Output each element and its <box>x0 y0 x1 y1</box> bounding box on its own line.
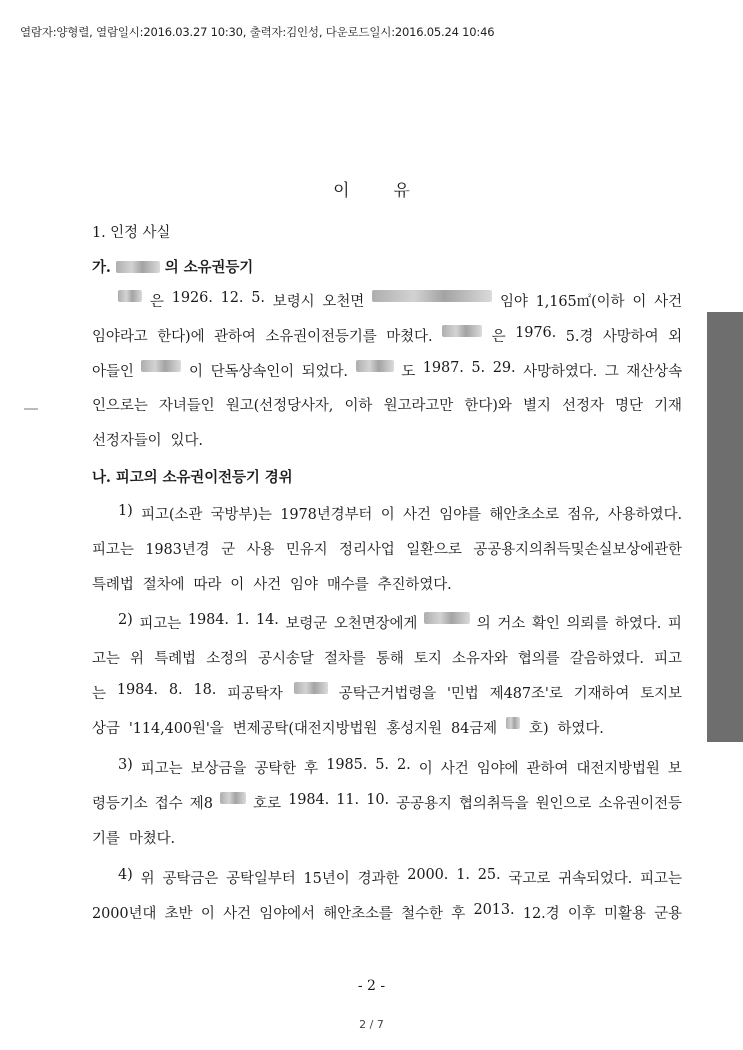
word: 이 <box>230 577 245 593</box>
word: 관하여 <box>214 329 256 345</box>
word: 84금제 <box>450 721 498 737</box>
word: 임야라고 <box>92 329 148 345</box>
word: 절차를 <box>323 651 366 667</box>
word: 이 <box>418 761 433 777</box>
word: 공탁한 <box>254 761 297 777</box>
word: 1976. <box>515 325 557 341</box>
word: '민법 <box>447 686 479 702</box>
word: 제8 <box>189 796 213 812</box>
word: 오천면장에게 <box>333 616 418 632</box>
word: 이후 <box>567 906 596 922</box>
word: 2013. <box>473 902 515 918</box>
word: 군용 <box>654 906 682 922</box>
word: 이 <box>189 364 203 380</box>
word: 피고(소관 <box>141 507 203 523</box>
word: 보령군 <box>285 616 328 632</box>
word: 추진하였다. <box>377 577 452 593</box>
paragraph-line <box>118 503 682 524</box>
paragraph-line <box>92 573 682 594</box>
redacted-text <box>506 717 520 729</box>
paragraph-line <box>118 867 682 888</box>
word: 소유권이전등 <box>598 796 682 812</box>
word: 사망하여 <box>602 329 659 345</box>
paragraph-line <box>92 902 682 923</box>
redacted-text <box>424 612 470 624</box>
redacted-text <box>220 792 246 804</box>
word: 사건 <box>253 577 282 593</box>
word: 변제공탁(대전지방법원 <box>232 721 378 737</box>
word: 2000년대 <box>92 906 157 922</box>
word: 1978년경부터 <box>280 507 373 523</box>
word: 1984. <box>187 612 229 628</box>
word: 5. <box>375 757 389 773</box>
word: 10. <box>366 792 389 808</box>
word: 위 <box>130 651 144 667</box>
word: 소유자와 <box>452 651 508 667</box>
word: 3) <box>118 757 133 773</box>
word: 원고라고만 <box>383 398 454 414</box>
word: 하였다. <box>557 721 604 737</box>
paragraph-line <box>118 612 682 633</box>
word: 오천면 <box>322 294 365 310</box>
word: 1. <box>235 612 250 628</box>
word: 한다)에 <box>157 329 205 345</box>
redacted-text <box>372 290 492 302</box>
word: 임야에 <box>476 761 519 777</box>
word: 기를 <box>92 831 120 847</box>
word: 토지 <box>413 651 442 667</box>
word: 공탁일부터 <box>226 871 296 887</box>
paragraph-line <box>92 325 682 346</box>
word: 외 <box>668 329 682 345</box>
word: 한다)와 <box>464 398 512 414</box>
document-print-header: 열람자:양형렬, 열람일시:2016.03.27 10:30, 출력자:김인성, 다운로드일시:2016.05.24 10:46 <box>20 25 495 39</box>
word: 보상금을 <box>190 761 247 777</box>
word: 이하 <box>344 398 373 414</box>
paragraph-line <box>92 717 682 738</box>
word: 원고(선정당사자, <box>225 398 334 414</box>
word: 공탁근거법령을 <box>338 686 437 702</box>
word: 미활용 <box>604 906 646 922</box>
word: 1984. <box>116 682 158 698</box>
word: 공시송달 <box>258 651 314 667</box>
word: 특례법 <box>92 577 134 593</box>
subsection-heading-a <box>92 256 253 277</box>
word: 5. <box>471 360 486 376</box>
word: 1) <box>118 503 133 519</box>
word: 자녀들인 <box>158 398 215 414</box>
word: 접수 <box>154 796 183 812</box>
word: 매수를 <box>326 577 369 593</box>
paragraph-line <box>92 827 682 848</box>
word: 후 <box>451 906 466 922</box>
word: 아들인 <box>92 364 134 380</box>
word: 2000. <box>407 867 449 883</box>
word: 협의를 <box>517 651 560 667</box>
word: '114,400원'을 <box>128 721 224 737</box>
word: 소유권이전등기를 <box>265 329 377 345</box>
word: 1983년경 <box>145 542 210 558</box>
redacted-text <box>356 360 394 372</box>
word: 5. <box>251 290 265 306</box>
word: 피 <box>667 616 682 632</box>
word: 1984. <box>288 792 330 808</box>
word: 초반 <box>164 906 193 922</box>
word: 는 <box>92 686 106 702</box>
word: 홍성지원 <box>386 721 442 737</box>
word: 사건 <box>440 761 469 777</box>
word: 단독상속인이 <box>210 364 295 380</box>
word: 이 <box>632 294 647 310</box>
word: 11. <box>336 792 360 808</box>
section-heading-facts: 1. 인정 사실 <box>92 225 171 241</box>
word: 29. <box>492 360 516 376</box>
redacted-text <box>141 360 181 372</box>
word: 특례법 <box>154 651 196 667</box>
word: 원인으로 <box>535 796 592 812</box>
word: 피고는 <box>640 871 682 887</box>
word: 사건 <box>223 906 251 922</box>
paragraph-line <box>92 792 682 813</box>
subsection-heading-b: 나. 피고의 소유권이전등기 경위 <box>92 469 293 486</box>
subsection-a-prefix: 가. <box>92 259 111 276</box>
word: 25. <box>477 867 501 883</box>
paragraph-line <box>92 538 682 559</box>
word: 거소 <box>497 616 526 632</box>
word: 은 <box>491 329 506 345</box>
document-title <box>0 176 743 201</box>
word: 해안초소로 <box>489 507 559 523</box>
paragraph-line <box>92 429 682 450</box>
word: 기재하여 <box>573 686 630 702</box>
paragraph-line <box>92 647 682 668</box>
word: 보 <box>667 761 682 777</box>
word: 후 <box>304 761 319 777</box>
paragraph-line <box>118 757 682 778</box>
word: 명단 <box>615 398 643 414</box>
word: 위 <box>140 871 155 887</box>
word: 해안초소를 <box>323 906 393 922</box>
redacted-name <box>116 261 160 273</box>
word: 제487조'로 <box>489 686 563 702</box>
word: 협의취득을 <box>458 796 529 812</box>
word: 14. <box>255 612 279 628</box>
paragraph-line <box>118 290 682 311</box>
word: 공공용지 <box>396 796 452 812</box>
word: 임야를 <box>439 507 481 523</box>
word: 일환으로 <box>406 542 462 558</box>
word: 경과한 <box>357 871 400 887</box>
word: 사망하였다. <box>523 364 598 380</box>
word: 소정의 <box>206 651 248 667</box>
word: 선정자 <box>562 398 604 414</box>
word: 상금 <box>92 721 120 737</box>
word: 4) <box>118 867 133 883</box>
word: 은 <box>149 294 164 310</box>
word: 호) <box>529 721 549 737</box>
word: 8. <box>168 682 183 698</box>
word: 임야 <box>499 294 528 310</box>
word: 12.경 <box>522 906 560 922</box>
word: 고는 <box>92 651 120 667</box>
word: 사건 <box>654 294 682 310</box>
word: 마쳤다. <box>386 329 433 345</box>
title-char-left: 이 <box>333 181 350 201</box>
word: 2) <box>118 612 133 628</box>
word: 민유지 <box>285 542 328 558</box>
word: 귀속되었다. <box>558 871 633 887</box>
word: 임야 <box>290 577 318 593</box>
word: 기재 <box>654 398 682 414</box>
word: 1926. <box>171 290 213 306</box>
word: 공탁금은 <box>162 871 219 887</box>
word: 1987. <box>422 360 464 376</box>
scan-mark <box>24 408 38 410</box>
paragraph-line <box>92 360 682 381</box>
word: 사용하였다. <box>607 507 682 523</box>
word: 하였다. <box>614 616 662 632</box>
scan-edge-bar <box>707 312 743 742</box>
word: 이 <box>200 906 215 922</box>
word: 피고는 <box>139 616 182 632</box>
word: 피고는 <box>92 542 134 558</box>
paragraph-line <box>92 682 682 703</box>
word: 통해 <box>375 651 404 667</box>
word: 대전지방법원 <box>576 761 660 777</box>
word: 인으로는 <box>92 398 148 414</box>
word: 사건 <box>403 507 431 523</box>
page-number: - 2 - <box>357 978 386 994</box>
word: 따라 <box>193 577 222 593</box>
word: 1,165㎡(이하 <box>535 294 625 310</box>
word: 있다. <box>170 433 203 449</box>
redacted-text <box>118 290 142 302</box>
word: 정리사업 <box>339 542 395 558</box>
title-char-right: 유 <box>393 181 410 201</box>
word: 선정자들이 <box>92 433 162 449</box>
word: 피공탁자 <box>227 686 283 702</box>
word: 보령시 <box>272 294 315 310</box>
word: 토지보 <box>640 686 682 702</box>
word: 국고로 <box>508 871 551 887</box>
word: 군 <box>221 542 235 558</box>
word: 그 <box>604 364 619 380</box>
word: 1985. <box>326 757 368 773</box>
word: 국방부)는 <box>210 507 272 523</box>
word: 15년이 <box>303 871 350 887</box>
word: 별지 <box>522 398 551 414</box>
word: 이 <box>380 507 395 523</box>
word: 공공용지의취득및손실보상에관한 <box>473 542 682 558</box>
word: 18. <box>193 682 217 698</box>
word: 점유, <box>567 507 600 523</box>
word: 의뢰를 <box>566 616 609 632</box>
word: 령등기소 <box>92 796 148 812</box>
word: 5.경 <box>565 329 594 345</box>
word: 사용 <box>246 542 275 558</box>
word: 철수한 <box>401 906 443 922</box>
paragraph-line <box>92 394 682 415</box>
word: 1. <box>456 867 470 883</box>
word: 확인 <box>531 616 560 632</box>
word: 재산상속 <box>626 364 682 380</box>
word: 도 <box>401 364 416 380</box>
word: 피고 <box>654 651 682 667</box>
word: 호로 <box>253 796 281 812</box>
word: 12. <box>220 290 244 306</box>
word: 임야에서 <box>259 906 315 922</box>
redacted-text <box>442 325 482 337</box>
word: 절차에 <box>142 577 185 593</box>
word: 2. <box>397 757 411 773</box>
word: 의 <box>476 616 491 632</box>
redacted-text <box>294 682 328 694</box>
word: 갈음하였다. <box>569 651 644 667</box>
word: 관하여 <box>526 761 569 777</box>
word: 피고는 <box>140 761 183 777</box>
page-count: 2 / 7 <box>359 1018 384 1031</box>
word: 마쳤다. <box>128 831 176 847</box>
word: 되었다. <box>301 364 348 380</box>
subsection-a-suffix: 의 소유권등기 <box>164 259 254 276</box>
